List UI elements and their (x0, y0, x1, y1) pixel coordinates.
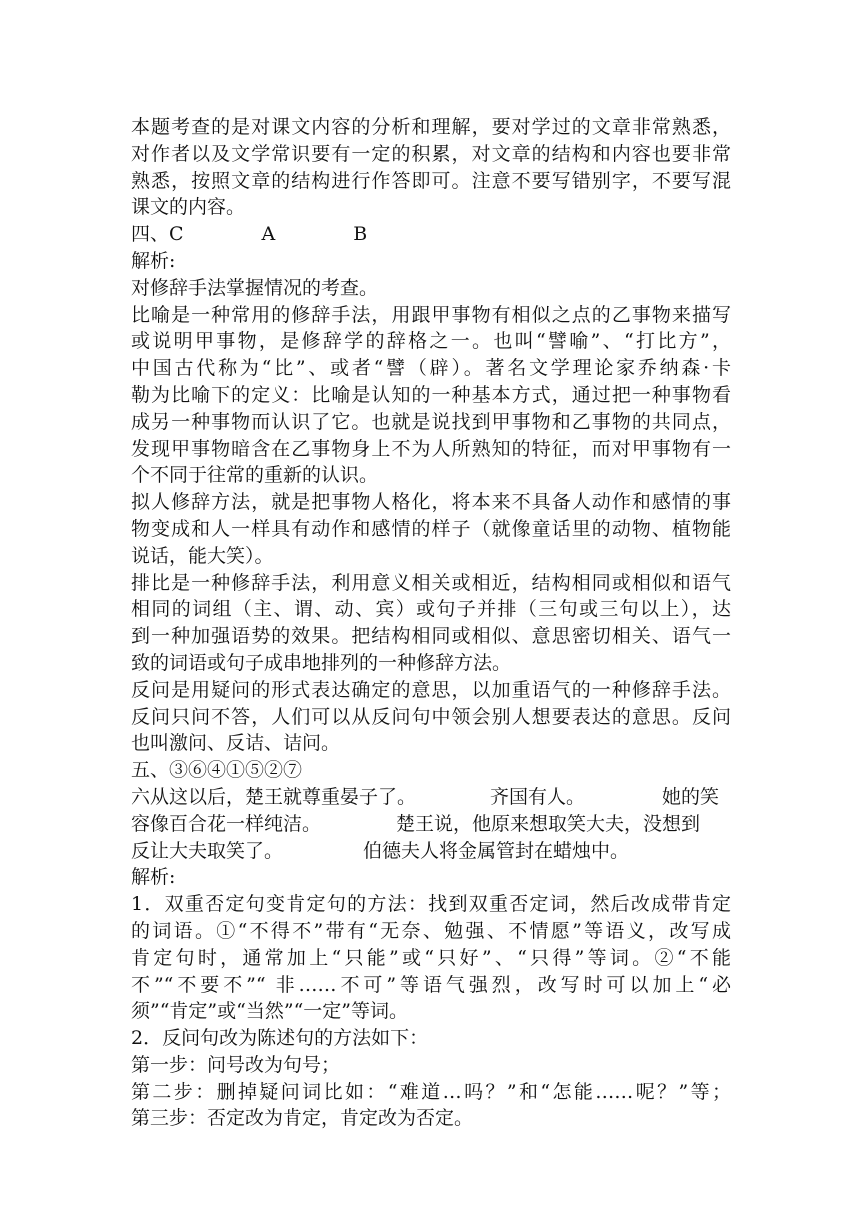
answer-line-six-3 (131, 838, 731, 865)
text-line: 拟人修辞方法，就是把事物人格化，将本来不具备人动作和感情的事 (131, 491, 731, 514)
text-line: 解析: (131, 866, 176, 889)
answer-six-part-6: 反让大夫取笑了。 (131, 839, 284, 862)
answer-six-part-5: 楚王说，他原来想取笑大夫，没想到 (396, 812, 701, 835)
text-line: 第三步：否定改为肯定，肯定改为否定。 (131, 1107, 474, 1130)
text-line: 不”“不要不”“ 非……不可”等语气强烈，改写时可以加上“必 (131, 973, 731, 996)
text-line: 熟悉，按照文章的结构进行作答即可。注意不要写错别字，不要写混 (131, 169, 731, 192)
text-line: 物变成和人一样具有动作和感情的样子（就像童话里的动物、植物能 (131, 517, 731, 540)
answer-line-six-1 (131, 784, 731, 811)
answer-four-label: 四、C (131, 223, 184, 246)
text-line: 相同的词组（主、谓、动、宾）或句子并排（三句或三句以上），达 (131, 598, 731, 621)
text-line: 或说明甲事物，是修辞学的辞格之一。也叫“譬喻”、“打比方”， (131, 330, 731, 353)
answer-six-part-1: 六从这以后，楚王就尊重晏子了。 (131, 785, 417, 808)
answer-four-a: A (261, 223, 276, 246)
text-line: 肯定句时，通常加上“只能”或“只好”、“只得”等词。②“不能 (131, 946, 731, 969)
text-line: 比喻是一种常用的修辞手法，用跟甲事物有相似之点的乙事物来描写 (131, 303, 731, 326)
answer-line-six-2 (131, 811, 731, 838)
text-line: 第一步：问号改为句号； (131, 1053, 341, 1076)
text-line: 中国古代称为“比”、或者“譬（辟）。著名文学理论家乔纳森·卡 (131, 357, 731, 380)
document-page (131, 114, 731, 1132)
text-line: 解析: (131, 249, 176, 272)
text-line: 本题考查的是对课文内容的分析和理解，要对学过的文章非常熟悉， (131, 116, 731, 138)
text-line: 的词语。①“不得不”带有“无奈、勉强、不情愿”等语义，改写成 (131, 919, 731, 942)
answer-line-four (131, 221, 731, 248)
answer-six-part-2: 齐国有人。 (490, 785, 586, 808)
text-line: 反问只问不答，人们可以从反问句中领会别人想要表达的意思。反问 (131, 705, 731, 728)
text-line: 个不同于往常的重新的认识。 (131, 464, 379, 487)
text-line: 1．双重否定句变肯定句的方法：找到双重否定词，然后改成带肯定 (131, 893, 731, 916)
text-line: 反问是用疑问的形式表达确定的意思，以加重语气的一种修辞手法。 (131, 678, 731, 701)
text-line: 2．反问句改为陈述句的方法如下： (131, 1027, 429, 1050)
text-line: 排比是一种修辞手法，利用意义相关或相近，结构相同或相似和语气 (131, 571, 731, 594)
text-line: 对修辞手法掌握情况的考查。 (131, 276, 379, 299)
text-line: 发现甲事物暗含在乙事物身上不为人所熟知的特征，而对甲事物有一 (131, 437, 731, 460)
text-line: 须”“肯定”或“当然”“一定”等词。 (131, 1000, 408, 1023)
text-line: 说话，能大笑）。 (131, 544, 274, 567)
text-line: 五、③⑥④①⑤②⑦ (131, 759, 303, 782)
answer-four-b: B (353, 223, 368, 246)
text-line: 第二步：删掉疑问词比如：“难道…吗？”和“怎能……呢？”等； (131, 1080, 731, 1103)
text-line: 成另一种事物而认识了它。也就是说找到甲事物和乙事物的共同点， (131, 410, 731, 433)
text-line: 对作者以及文学常识要有一定的积累，对文章的结构和内容也要非常 (131, 142, 731, 165)
text-line: 课文的内容。 (131, 196, 246, 219)
answer-six-part-7: 伯德夫人将金属管封在蜡烛中。 (363, 839, 630, 862)
answer-six-part-3: 她的笑 (662, 785, 720, 808)
text-line: 勒为比喻下的定义：比喻是认知的一种基本方式，通过把一种事物看 (131, 383, 731, 406)
text-line: 也叫激问、反诘、诘问。 (131, 732, 341, 755)
text-line: 到一种加强语势的效果。把结构相同或相似、意思密切相关、语气一 (131, 625, 731, 648)
answer-six-part-4: 容像百合花一样纯洁。 (131, 812, 322, 835)
text-line: 致的词语或句子成串地排列的一种修辞方法。 (131, 651, 512, 674)
